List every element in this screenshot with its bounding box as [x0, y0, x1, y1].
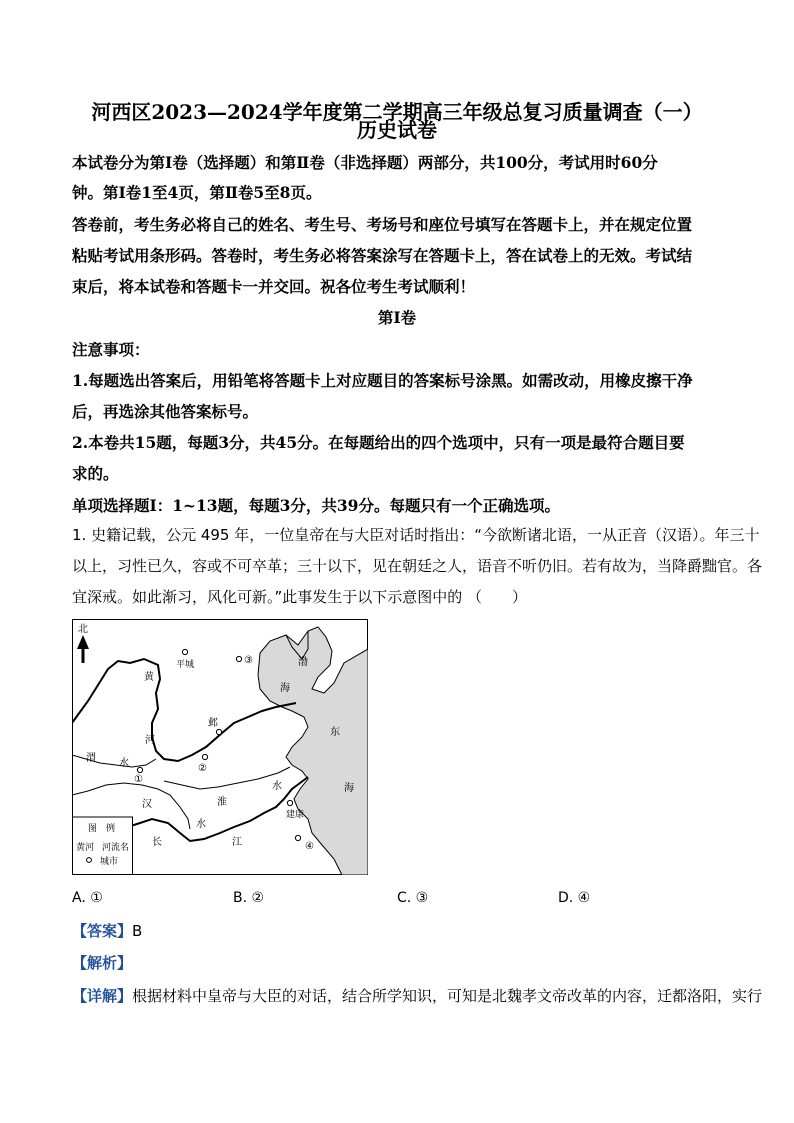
option-c[interactable]: C. ③ [397, 890, 429, 906]
huang-label: 黄 [144, 672, 154, 683]
chang-label: 长 [152, 837, 162, 848]
intro-line-1: 本试卷分为第Ⅰ卷（选择题）和第Ⅱ卷（非选择题）两部分，共100分，考试用时60分 [72, 153, 658, 172]
jiankang-city [287, 800, 292, 805]
huai-label: 淮 [217, 797, 227, 808]
marker-4-city [295, 835, 300, 840]
marker-1-city [137, 767, 142, 772]
part-title: 单项选择题Ⅰ：1~13题，每题3分，共39分。每题只有一个正确选项。 [72, 496, 560, 515]
north-label: 北 [78, 624, 88, 635]
legend-city-symbol [87, 858, 92, 863]
marker-3: ③ [244, 655, 253, 666]
answer-line [72, 920, 142, 941]
legend-title: 图 例 [88, 824, 116, 834]
question-1-line-2: 以上，习性已久，容或不可卒革；三十以下，见在朝廷之人，语音不听仍旧。若有故为，当降爵黜官。各 [72, 557, 763, 575]
analysis-line [72, 952, 132, 973]
marker-3-city [236, 656, 241, 661]
bo-label: 渤 [298, 657, 308, 668]
question-1-line-1: 1. 史籍记载，公元 495 年，一位皇帝在与大臣对话时指出：“今欲断诸北语，一从正音（汉语）。年三十 [72, 526, 760, 544]
detail-tag: 【详解】 [72, 987, 133, 1005]
option-d[interactable]: D. ④ [558, 890, 591, 906]
detail-text: 根据材料中皇帝与大臣的对话，结合所学知识，可知是北魏孝文帝改革的内容，迁都洛阳，实行 [132, 987, 763, 1005]
marker-2-city [202, 754, 207, 759]
dong-label: 东 [330, 727, 340, 738]
shui-label-1: 水 [119, 758, 129, 769]
exam-title: 河西区2023—2024学年度第二学期高三年级总复习质量调查（一） [91, 100, 703, 124]
legend-city-label: 城市 [100, 857, 119, 867]
marker-4: ④ [305, 841, 314, 852]
pingcheng-label: 平城 [176, 660, 195, 670]
shui-label-2: 水 [196, 819, 206, 830]
ye-label: 邺 [208, 718, 218, 729]
jiankang-label: 建康 [286, 810, 305, 820]
section-heading: 第Ⅰ卷 [377, 308, 417, 327]
question-map [72, 619, 368, 875]
he-label: 河 [145, 735, 155, 746]
intro-line-2: 钟。第Ⅰ卷1至4页，第Ⅱ卷5至8页。 [72, 183, 322, 202]
answer-tag: 【答案】 [72, 922, 133, 940]
intro-line-3: 答卷前，考生务必将自己的姓名、考生号、考场号和座位号填写在答题卡上，并在规定位置 [72, 215, 693, 234]
detail-line [72, 985, 762, 1006]
legend-river-label: 河流名 [102, 843, 130, 853]
legend-river-sample: 黄河 [76, 843, 95, 853]
jiang-label: 江 [232, 837, 242, 848]
notice-1-line-1: 1.每题选出答案后，用铅笔将答题卡上对应题目的答案标号涂黑。如需改动，用橡皮擦干净 [72, 371, 693, 390]
shui-label-3: 水 [272, 781, 282, 792]
intro-line-4: 粘贴考试用条形码。答卷时，考生务必将答案涂写在答题卡上，答在试卷上的无效。考试结 [72, 246, 693, 265]
intro-line-5: 束后，将本试卷和答题卡一并交回。祝各位考生考试顺利！ [72, 277, 476, 296]
marker-2: ② [198, 763, 207, 774]
answer-value: B [132, 922, 143, 940]
hai-label-1: 海 [280, 683, 290, 694]
exam-subtitle: 历史试卷 [357, 118, 437, 142]
analysis-tag: 【解析】 [72, 954, 133, 972]
han-label: 汉 [142, 799, 152, 810]
notice-2-line-2: 求的。 [72, 464, 119, 483]
notice-1-line-2: 后，再选涂其他答案标号。 [72, 402, 259, 421]
notice-title: 注意事项： [72, 340, 150, 359]
question-1-line-3: 宜深戒。如此渐习，风化可新。”此事发生于以下示意图中的 （ ） [72, 588, 528, 606]
wei-label: 渭 [86, 753, 96, 764]
pingcheng-city [182, 649, 187, 654]
option-a[interactable]: A. ① [72, 890, 103, 906]
hai-label-2: 海 [344, 783, 354, 794]
option-b[interactable]: B. ② [233, 890, 265, 906]
ye-city [216, 729, 221, 734]
notice-2-line-1: 2.本卷共15题，每题3分，共45分。在每题给出的四个选项中，只有一项是最符合题目要 [72, 433, 685, 452]
marker-1: ① [134, 774, 143, 785]
